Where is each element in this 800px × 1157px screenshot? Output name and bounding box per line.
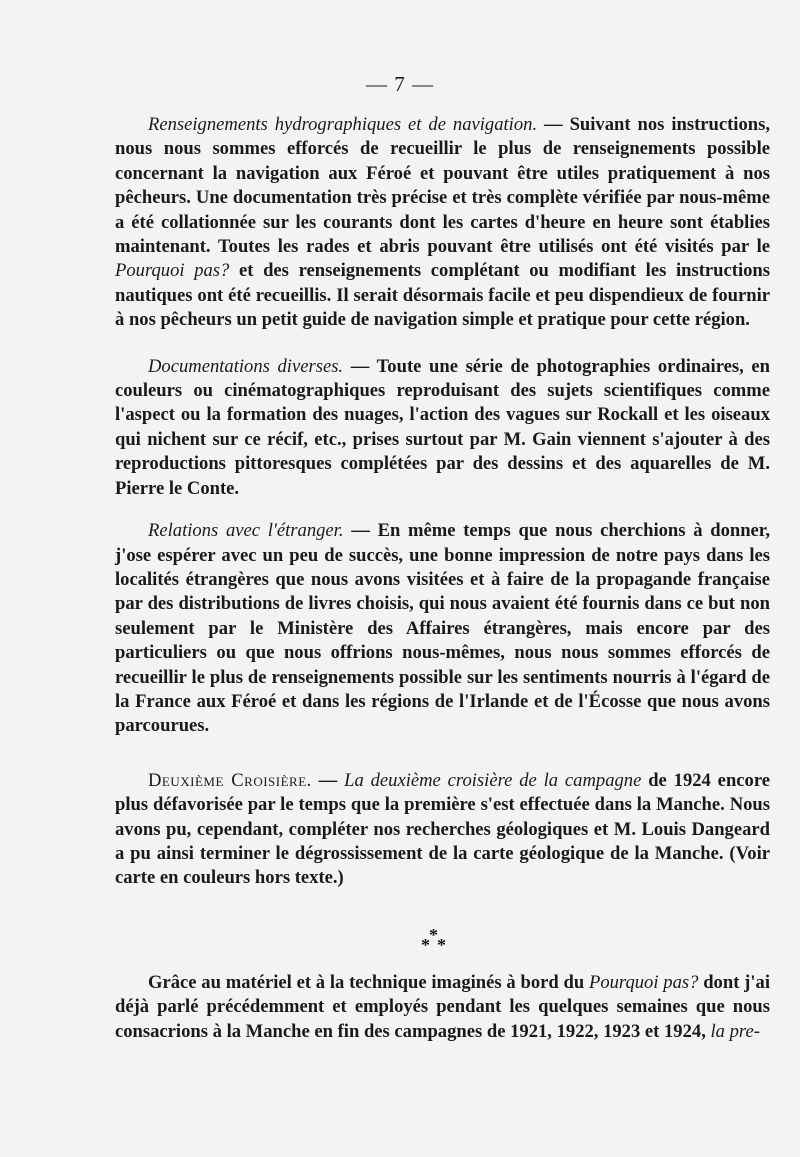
paragraph-text: et des renseignements complétant ou modifiant les instructions nautiques ont été recueillis. Il serait désormais facile et peu dispendieux de fournir à nos pêcheurs un petit guide de navigation simple et pratique pour cette région. [115,260,770,331]
paragraph-foreign-relations [115,519,770,739]
paragraph-equipment [115,971,770,1044]
paragraph-heading: Documentations diverses. [148,355,344,377]
paragraph-text: de 1924 encore plus défavorisée par le temps que la première s'est effectuée dans la Manche. Nous avons pu, cependant, compléter nos recherches géologiques et M. Louis Dangeard a pu ainsi terminer le dégrossissement de la carte géologique de la Manche. (Voir carte en couleurs hors texte.) [115,769,770,889]
paragraph-documentation [115,355,770,501]
ship-name: Pourquoi pas? [588,971,699,993]
asterisk: * [429,925,438,945]
ship-name: Pourquoi pas? [115,260,230,282]
asterisk: * [437,935,446,955]
paragraph-heading: Relations avec l'étranger. [148,520,344,542]
heading-dash: — [311,769,345,791]
italic-continuation: la pre- [710,1020,760,1042]
italic-phrase: La deuxième croisière de la campagne [344,769,642,791]
page-number: — 7 — [366,72,434,96]
body-text [115,113,770,1044]
paragraph-text: — En même temps que nous cherchions à donner, j'ose espérer avec un peu de succès, une bonne impression de notre pays dans les localités étrangères que nous avons visitées et à faire de la propagande française par des distributions de livres choisis, qui nous avaient été fournis dans ce but non seulement par le Ministère des Affaires étrangères, mais encore par des particuliers ou que nous offrions nous-mêmes, nous nous sommes efforcés de recueillir le plus de renseignements possible sur les sentiments nourris à l'égard de la France aux Féroé et dans les régions de l'Irlande et de l'Écosse que nous avons parcourues. [115,520,770,737]
paragraph-text: Grâce au matériel et à la technique imaginés à bord du [148,971,589,993]
paragraph-second-cruise [115,769,770,891]
section-heading: Deuxième Croisière. [148,769,312,791]
paragraph-heading: Renseignements hydrographiques et de navigation. [148,114,538,135]
paragraph-text: — Toute une série de photographies ordinaires, en couleurs ou cinématographiques reproduisant des sujets scientifiques comme l'aspect ou la formation des nuages, l'action des vagues sur Rockall et les oiseaux qui nichent sur ce récif, etc., prises surtout par M. Gain viennent s'ajouter à des reproductions pittoresques complétées par des dessins et des aquarelles de M. Pierre le Conte. [115,355,770,499]
paragraph-text: — Suivant nos instructions, nous nous sommes efforcés de recueillir le plus de renseignements possible concernant la navigation aux Féroé et pouvant être utiles pratiquement à nos pêcheurs. Une documentation très précise et très complète vérifiée par nous-même a été collationnée sur les courants dont les cartes d'heure en heure sont établies maintenant. Toutes les rades et abris pouvant être utilisés ont été visités par le [115,114,770,258]
paragraph-text: dont j'ai déjà parlé précédemment et employés pendant les quelques semaines que nous consacrions à la Manche en fin des campagnes de 1921, 1922, 1923 et 1924, [115,971,770,1042]
asterisk: * [421,935,430,955]
asterism-separator [415,925,465,955]
paragraph-hydrography [115,113,770,333]
